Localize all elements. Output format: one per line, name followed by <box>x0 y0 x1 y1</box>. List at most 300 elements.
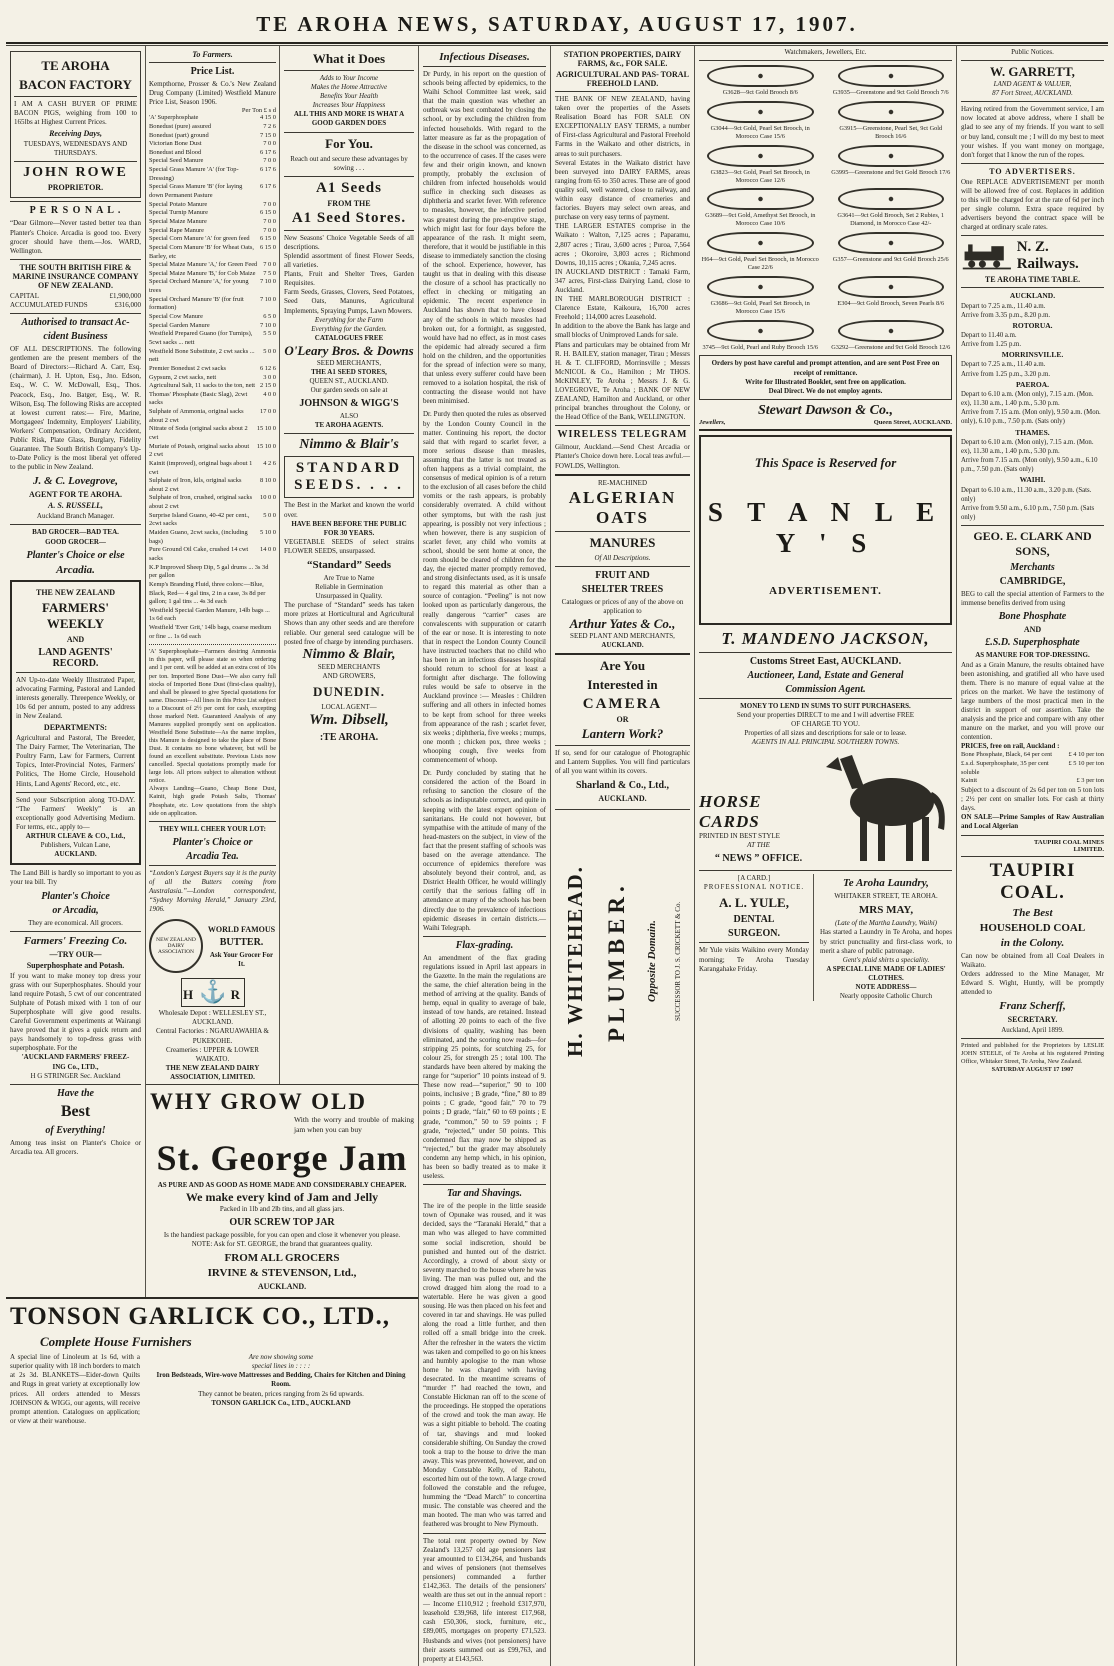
clark-note: Subject to a discount of 2s 6d per ton on 5 ton lots ; 2½ per cent on smaller lots. For cash at thirty days. <box>961 786 1104 813</box>
price-row: Westfield Bone Substitute, 2 cwt sacks ... nett 5 0 0 <box>149 347 276 364</box>
price-row: Sulphate of Ammonia, original sacks about 2 cwt 17 0 0 <box>149 408 276 424</box>
bad-grocer-2: GOOD GROCER— <box>45 537 106 546</box>
jackson-title-2: Commission Agent. <box>785 683 866 695</box>
before-public: HAVE BEEN BEFORE THE PUBLIC FOR 30 YEARS. <box>291 519 407 537</box>
horse-illustration <box>822 747 952 867</box>
infectious-p1: Dr Purdy, in his report on the question of schools being affected by epidemics, to the Waihi School Committee last week, said that the main question was whether an outbreak was best combated by closing the school, or by excluding the children from infected households. With regard to the latter measure as far as the propagation of the disease in the school was concerned, as to the occurrence of cases. If the cases were few and their origin known, and known promptly, probably the exclusion of children from infected households would suffice in checking such diseases as diphtheria and scarlet fever. With reference to measles, however, the infective period was greatest during the pre-eruptive stage, which might last for four days before the appearance of the rash. It might seem, therefore, that it would be justifiable in this disease to immediately sanction the closing of the school. Experience, however, has taught us that in dealing with this disease the closure of a school has practically no effect in checking or mitigating an epidemic. The recent experience in Auckland has shown that to have closed any of the schools in which measles had broken out, for a fortnight, as suggested, would have had no effect, as in most cases the epidemic had already secured a firm hold on the children, and the opportunities for the spread of infection were so many, that unless every sufferer could have been removed to a isolation hospital, the risk of contracting the disease would not have been minimised. <box>423 70 546 406</box>
authorised-line-1: Authorised to transact Ac- <box>21 317 130 329</box>
price-row: Surprise Island Guano, 40-42 per cent., 2cwt sacks 5 0 0 <box>149 511 276 528</box>
money-to-lend: MONEY TO LEND IN SUMS TO SUIT PURCHASERS. <box>740 701 911 710</box>
timetable-row: AUCKLAND. Depart to 7.25 a.m., 11.40 a.m. Arrive from 3.35 p.m., 8.20 p.m. <box>961 291 1056 319</box>
at-the: AT THE <box>747 841 770 850</box>
monogram-h: H <box>183 987 196 1003</box>
scherff-secretary: SECRETARY. <box>1007 1014 1058 1024</box>
a1-body-4: Farm Seeds, Grasses, Clovers, Seed Potatoes, Seed Oats, Manures, Agricultural Implements, Spraying Pumps, Lawn Mowers. <box>284 288 414 315</box>
price-row: Special Maize Manure 'B,' for Cob Maize 7 5 0 <box>149 269 276 277</box>
farmers-weekly-ad <box>10 580 141 866</box>
nimmo-blair-sig: Nimmo & Blair, <box>302 646 396 662</box>
timetable-row: ROTORUA. Depart to 11.40 a.m. Arrive from 1.25 p.m. <box>961 320 1053 349</box>
bullet-3: Unsurpassed in Quality. <box>315 592 383 601</box>
brooch-illustration: G357—Greenstone and 9ct Gold Brooch 25/6 <box>830 232 953 272</box>
locomotive-icon <box>961 241 1013 271</box>
super-column-left <box>6 46 419 1666</box>
garrett-title: LAND AGENT & VALUER, <box>993 80 1072 89</box>
price-row: Westfield 'Ever Grit,' 14lb bags, coarse medium or fine ... 1s 6d each <box>149 624 272 640</box>
jackson-body-1: Send your properties DIRECT to me and I will advertise FREE <box>736 710 915 719</box>
price-row: Bonedust (part) ground 7 15 0 <box>149 131 276 139</box>
price-row: Special Corn Manure 'B' for Wheat Oats, Barley, etc 6 15 0 <box>149 243 276 260</box>
timetable-row: PAEROA. Depart to 6.10 a.m. (Mon only), 7.15 a.m. (Mon. ex), 11.30 a.m., 1.40 p.m., 5.30 p.m. Arrive from 7.15 a.m. (Mon only), 9.50 a.m. (Mon. only), 6.10 p.m., 7.50 p.m. (Sats only) <box>961 379 1101 426</box>
freezing-sec: H G STRINGER Sec. Auckland <box>30 1071 121 1080</box>
advertisement-word: ADVERTISEMENT. <box>769 584 882 597</box>
railways-heading-row <box>961 239 1104 273</box>
capital-row: CAPITAL £1,900,000 <box>10 291 141 300</box>
jackson-body-2: OF CHARGE TO YOU. <box>791 719 860 728</box>
price-row: Special Seed Manure 7 0 0 <box>149 157 276 165</box>
horse-cards-title: HORSE CARDS <box>699 792 762 832</box>
lovegrove-agent: J. & C. Lovegrove, <box>33 475 118 488</box>
are-you: Are You <box>599 658 646 674</box>
dairy-quote: “London's Largest Buyers say it is the purity of all the Butters coming from Australasia.”—London correspondent, “Sydney Morning Herald,” January 23rd, 1906. <box>149 868 276 914</box>
best-line-3: of Everything! <box>45 1124 106 1136</box>
imprint-date: SATURDAY AUGUST 17 1907 <box>991 1066 1074 1074</box>
catalogue-line: Catalogues or prices of any of the above on application to <box>561 597 684 615</box>
anchor-icon: ⚓ <box>199 979 227 1005</box>
world-famous: WORLD FAMOUS <box>207 925 276 935</box>
jackson-address: Customs Street East, AUCKLAND. <box>749 655 902 667</box>
land-bill-tail: They are economical. All grocers. <box>28 918 123 927</box>
bank-p1: THE BANK OF NEW ZEALAND, having taken over the properties of the Assets Realisation Board has FOR SALE ON EXCEPTIONALLY EASY TERMS, a number of First-class Agricultural and Pastoral Freehold Farms in the Waikato and other districts, in areas to suit purchasers. <box>555 95 690 158</box>
arcadia: Arcadia. <box>56 563 95 576</box>
taupiri-coal-title: TAUPIRI COAL. <box>989 859 1076 903</box>
bad-grocer-1: BAD GROCER—BAD TEA. <box>32 528 119 537</box>
butter: BUTTER. <box>219 937 264 949</box>
column-4 <box>419 46 551 1666</box>
column-5 <box>551 46 695 1666</box>
whitehead-name: H. WHITEHEAD. <box>563 865 587 1057</box>
laundry-body: Has started a Laundry in Te Aroha, and hopes by strict punctuality and first-class work, to merit a share of public patronage. <box>820 928 952 955</box>
bank-p2: Several Estates in the Waikato district have been surveyed into DAIRY FARMS, areas ranging from 65 to 350 acres. These are of good quality soil, well watered, close to railway, and within easy distance of creameries and factories. Buyers may select own areas, and purchase on very easy terms of payment. <box>555 158 690 222</box>
standard-seeds-2: “Standard” Seeds <box>306 559 392 571</box>
jackson-agents: AGENTS IN ALL PRINCIPAL SOUTHERN TOWNS. <box>751 738 900 747</box>
stewart-dawson-line: Jewellers, Queen Street, AUCKLAND. <box>699 418 952 426</box>
orders-1: Orders by post have careful and prompt attention, and are sent Post Free on receipt of remittance. <box>711 359 940 377</box>
brooch-illustration: G3044—9ct Gold, Pearl Set Brooch, in Morocco Case 15/6 <box>699 101 822 141</box>
what-it-does-title: What it Does <box>312 51 386 66</box>
price-row: Special Garden Manure 7 10 0 <box>149 321 276 329</box>
oats: OATS <box>595 507 650 527</box>
price-row: Westfield Special Garden Manure, 14lb bags ... 1s 6d each <box>149 606 270 623</box>
infectious-title: Infectious Diseases. <box>439 51 530 63</box>
orders-2: Write for Illustrated Booklet, sent free on application. <box>745 377 906 386</box>
packed: Packed in 1lb and 2lb tins, and all glass jars. <box>219 1204 345 1213</box>
column-6 <box>695 46 957 1666</box>
yule-name: A. L. YULE, <box>719 895 789 911</box>
taupiri-body-1: Can now be obtained from all Coal Dealers in Waikato. <box>961 951 1104 969</box>
from-the: FROM THE <box>327 198 371 208</box>
reserved-line: This Space is Reserved for <box>754 454 897 470</box>
brooch-illustration: G3686—9ct Gold, Pearl Set Brooch, in Morocco Case 15/6 <box>699 276 822 316</box>
camera-body: If so, send for our catalogue of Photographic and Lantern Supplies. You will find particulars of all you want within its covers. <box>555 749 690 776</box>
fruit-and: FRUIT AND <box>595 569 650 581</box>
ad-body: I AM A CASH BUYER OF PRIME BACON PIGS, weighing from 100 to 165lbs at Highest Current Prices. <box>14 100 137 127</box>
price-row: Special Potato Manure 7 0 0 <box>149 200 276 208</box>
price-row: Sulphate of Iron, kils, original sacks about 2 cwt 8 10 0 <box>149 477 276 493</box>
a1-italic-1: Everything for the Farm <box>314 315 384 324</box>
weekly-and: AND <box>66 634 85 644</box>
timetable-subtitle: TE AROHA TIME TABLE. <box>984 275 1081 285</box>
cheer-line-1: THEY WILL CHEER YOUR LOT: <box>159 824 266 833</box>
every-kind: We make every kind of Jam and Jelly <box>185 1189 379 1204</box>
weekly-pre: THE NEW ZEALAND <box>36 587 115 597</box>
bullet-1: Are True to Name <box>323 574 375 582</box>
local-agent: LOCAL AGENT— <box>321 702 377 711</box>
laundry-ad <box>820 874 952 1001</box>
st-george-jam-ad <box>146 1084 418 1297</box>
cheer-line-3: Arcadia Tea. <box>186 850 239 862</box>
clark-body-1: BEG to call the special attention of Farmers to the immense benefits derived from using <box>961 590 1104 608</box>
bank-p3: THE LARGER ESTATES comprise in the Waikato : Walton, 7,125 acres ; Paparamu, 2,807 acres ; Tirau, 3,600 acres ; Puroa, 7,564 acres ; Okoroire, 3,803 acres ; Richmond Downs, 10,115 acres ; Okauia, 7,245 acres. <box>555 222 690 267</box>
publisher-address: Publishers, Vulcan Lane, <box>40 841 111 850</box>
laundry-late: (Late of the Martha Laundry, Waihi) <box>834 919 938 928</box>
column-3 <box>280 46 418 1084</box>
lsd-superphosphate: £.S.D. Superphosphate <box>985 637 1080 649</box>
oleary-firm: O'Leary Bros. & Downs <box>284 342 414 358</box>
timetable-row: MORRINSVILLE. Depart to 7.25 a.m., 11.40 a.m. Arrive from 1.25 p.m., 3.20 p.m. <box>961 350 1064 378</box>
stanley-reserved-box <box>699 435 952 625</box>
mandeno-jackson-name: T. MANDENO JACKSON, <box>721 628 930 648</box>
days: TUESDAYS, WEDNESDAYS AND THURSDAYS. <box>23 140 128 158</box>
professional-notice: PROFESSIONAL NOTICE. <box>703 883 805 892</box>
cheer-line-2: Planter's Choice or <box>172 836 253 848</box>
column-7 <box>957 46 1108 1666</box>
clark-price-list <box>961 751 1104 786</box>
personal-title: P E R S O N A L . <box>29 205 122 217</box>
yule-title-1: DENTAL <box>733 914 775 926</box>
price-list-intro: Kempthorne, Prosser & Co.'s New Zealand Drug Company (Limited) Westfield Manure Price List, Season 1906. <box>149 80 276 107</box>
from-all-grocers: FROM ALL GROCERS <box>224 1252 340 1265</box>
brooch-illustration: E304—9ct Gold Brooch, Seven Pearls 8/6 <box>830 276 953 316</box>
proprietor-name: JOHN ROWE <box>23 165 128 181</box>
st-george-jam-title: St. George Jam <box>156 1137 408 1178</box>
algerian: ALGERIAN <box>568 487 677 507</box>
manager-line: Auckland Branch Manager. <box>36 512 115 521</box>
always-landing: Always Landing—Guano, Cheap Bone Dust, Kainit, high grade Potash Salts, Thomas' Phosphate, etc. Low quotations from the ship's side on application. <box>149 785 276 817</box>
a1-seed-stores: A1 Seed Stores. <box>291 209 407 226</box>
price-row: Maiden Guano, 2cwt sacks, (including bags) 5 10 0 <box>149 529 276 545</box>
bullet-2: Reliable in Germination <box>315 583 383 592</box>
a1-seeds: A1 Seeds <box>316 179 382 196</box>
oleary-line-3: QUEEN ST., AUCKLAND. <box>309 377 389 386</box>
timetable <box>961 291 1104 522</box>
yates-line: SEED PLANT AND MERCHANTS, <box>570 632 675 641</box>
camera-word: CAMERA <box>582 696 663 713</box>
price-row: 'A' Superphosphate 4 15 0 <box>149 114 276 122</box>
stewart-dawson: Stewart Dawson & Co., <box>758 402 893 418</box>
tonson-name: TONSON GARLICK CO., LTD., <box>10 1303 390 1331</box>
personal-body: “Dear Gilmore—Never tasted better tea than Planter's Choice. Arcadia is good too. Every grocer should have them.—Jos. WARD, Wellington. <box>10 219 141 255</box>
laundry-special-1: A SPECIAL LINE MADE OF LADIES' <box>826 964 946 973</box>
imprint: Printed and published for the Proprietors by LESLIE JOHN STEELE, of Te Aroha at his registered Printing Office, Whitaker Street, Te Aroha, New Zealand. <box>961 1042 1104 1066</box>
sharland: Sharland & Co., Ltd., <box>575 779 670 791</box>
weekly-title: FARMERS' WEEKLY <box>42 599 109 631</box>
seeds-word: SEEDS. . . . <box>294 477 404 494</box>
horse-cards-line: PRINTED IN BEST STYLE <box>699 832 780 841</box>
or-word: OR <box>616 715 629 725</box>
taupiri-body-2: Orders addressed to the Mine Manager, Mr Edward S. Wight, Huntly, will be promptly attended to <box>961 969 1104 996</box>
brooch-illustration: G3995—Greenstone and 9ct Gold Brooch 17/6 <box>830 145 953 185</box>
ask-grocer: Ask Your Grocer For It. <box>209 951 274 969</box>
what-line-1: Adds to Your Income <box>319 74 379 82</box>
clark-name-1: GEO. E. CLARK AND <box>973 529 1092 544</box>
brooch-illustration: G3641—9ct Gold Brooch, Set 2 Rubies, 1 Diamond, in Morocco Case 42/- <box>830 188 953 228</box>
laundry-note: NOTE ADDRESS— <box>855 983 917 991</box>
catalogues-free: CATALOGUES FREE <box>314 333 384 342</box>
clark-name-2: SONS, <box>1015 544 1050 559</box>
brooch-illustration: H64—9ct Gold, Pearl Set Brooch, in Morocco Case 22/6 <box>699 232 822 272</box>
creameries: Creameries : UPPER & LOWER WAIKATO. <box>166 1045 259 1063</box>
nimmo-best: The Best in the Market and known the world over. <box>284 501 414 519</box>
johnson-wigg: JOHNSON & WIGG'S <box>299 398 399 410</box>
merchants-2: AND GROWERS, <box>322 671 376 680</box>
price-row: Special Rape Manure 7 0 0 <box>149 226 276 234</box>
laundry-address: Nearly opposite Catholic Church <box>839 992 933 1001</box>
re-machined: RE-MACHINED <box>598 478 647 487</box>
a1-body-3: Plants, Fruit and Shelter Trees, Garden Requisites. <box>284 270 414 288</box>
price-row: Special Grass Manure 'A' (for Top-Dressing) 6 17 6 <box>149 166 276 182</box>
hr-anchor-monogram <box>181 978 245 1007</box>
tar-body: The ire of the people in the little seaside town of Opunake was roused, and it was decided, says the “Taranaki Herald,” that a man who was alleged to have committed some social indiscretion, should be punished and hunted out of the district. Accordingly, a crowd of about sixty or seventy marched to the house where he was living. The man was pulled out, and the crowd dragged him along the road to a watertable. Here he was given a good sousing. He was then placed on his feet and covered in tar and shavings. He was pulled along the road a little further, and then rolled off a small bridge into the creek. After the refresher in the waters the victim was taken and compelled to go on his knees and humbly apologise to the man whose home he was charged with having desecrated. In the meantime screams of “murder !” had reached the town, and Constable Hickman ran off to the scene of the proceedings. He stopped the operations of the crowd and took the man away. He was a sight pitiable to behold. The coating of tar, shavings and mud looked considerable shifting. On Sunday the crowd took a trap to the house to drive the man away. This was prevented, however, and on Monday Constable Kelly, of Rahotu, escorted him out of the town. A large crowd followed the constable and the refugee, humming the “Dead March” to concertina music. The constable was cheered and the man hooted. The man who was tarred and feathered was brought to New Plymouth. <box>423 1202 546 1529</box>
as-manure: AS MANURE FOR TOP-DRESSING. <box>975 651 1090 660</box>
taupiri-best: The Best <box>1012 906 1053 919</box>
news-office: “ NEWS ” OFFICE. <box>714 853 803 865</box>
public-notices-header: Public Notices. <box>1011 48 1054 56</box>
price-row: Special Maize Manure 'A,' for Green Feed 7 0 0 <box>149 261 276 269</box>
a1-body-1: New Seasons' Choice Vegetable Seeds of all descriptions. <box>284 233 414 251</box>
orders-3: Deal Direct. We do not employ agents. <box>768 386 883 395</box>
merchants-1: SEED MERCHANTS <box>317 662 381 671</box>
nz-railways-title: N. Z. Railways. <box>1016 239 1079 273</box>
oleary-line-4: Our garden seeds on sale at <box>310 386 388 395</box>
clark-price-row: Bone Phosphate, Black, 64 per cent £ 4 10 per ton <box>961 751 1104 759</box>
infectious-p2: Dr. Purdy then quoted the rules as observed by the London County Council in the matter. Continuing his report, the doctor said that with regard to scarlet fever, a more serious disease than measles, assuming that the latter is not treated as often happens as a trivial complaint, the consensus of medical opinion is of a return to the exclusion of all cases before the child vomits or the rash appears, is probably considerably overrated. A child without other symptoms, but with the rash just appearing, is possibly not very infectious ; when however, there is any suspicion of scarlet fever, any child who vomits at school, should be sent home at once, the room should be cleared of children for the day, the ejected matter promptly removed, and strong disinfectants used, as it is unsafe to regard this material as other than a source of contagion. “Peeling” is not now looked upon as particularly dangerous, the really dangerous “carrier” cases are convalescents with suppuration or catarrh of the ear or nose. It is interesting to note that in respect the London County Council have instructed teachers that no child who has been in an infectious diseases hospital should return to school for at least a fortnight after discharge. The following rules would be safe to observe in the Auckland province :— Measles : Children suffering and all others in infected homes to be kept from school for three weeks from appearance of the rash ; scarlet fever, six weeks ; diphtheria, five weeks ; mumps, one month ; chicken pox, three weeks ; whooping cough, five weeks from commencement of whoop. <box>423 410 546 765</box>
monogram-r: R <box>230 987 242 1003</box>
price-row: Sulphate of Iron, crushed, original sacks about 2 cwt 10 0 0 <box>149 494 276 511</box>
tonson-mid-1: Are now showing some <box>248 1353 314 1362</box>
wireless-body: Gilmour, Auckland.—Send Chest Arcadia or Planter's Choice down here. Local teas awful.—FOWLDS, Wellington. <box>555 443 690 470</box>
price-row: Muriate of Potash, original sacks about 2 cwt 15 10 0 <box>149 442 276 459</box>
orders-box <box>699 355 952 399</box>
taupiri-household: HOUSEHOLD COAL <box>979 921 1086 934</box>
bone-phosphate: Bone Phosphate <box>998 611 1067 623</box>
price-row: Victorian Bone Dust 7 0 0 <box>149 140 276 148</box>
jar-body: Is the handiest package possible, for you can open and close it whenever you please. <box>163 1230 401 1239</box>
pensions-paragraph: The total rent property owned by New Zealand's 13,257 old age pensioners last year amounted to £134,264, and 'husbands and wives of pensioners (not themselves pensioners) commanded a further £142,363. The details of the pensioners' wealth are thus set out in the annual report :— Income £110,912 ; freehold £317,970, leasehold £39,968, life interest £17,968, cash £50,306, stock, furniture, etc., £89,005, mortgages on property £71,523. Husbands and wives (not pensioners) have their assets summed out as £99,763, and property at £143,563. <box>423 1536 546 1663</box>
bank-p6: In addition to the above the Bank has large and small blocks of Unimproved Lands for sale. <box>555 322 690 340</box>
mrs-may: MRS MAY, <box>858 904 914 917</box>
clark-body-2: And as a Grain Manure, the results obtained have been astonishing, and gratified all who have used them. There is no manure of equal value at the prices on the market. We have the testimony of large numbers of the most practical men in the district in support of our assertion. Take the analysis and the price and compare with any other manure on the market, and you will prove our contention. <box>961 660 1104 742</box>
freezing-co: 'AUCKLAND FARMERS' FREEZ- <box>21 1053 130 1062</box>
scherff-date: Auckland, April 1899. <box>1001 1025 1064 1034</box>
laundry-street: WHITAKER STREET, TE AROHA. <box>834 892 938 901</box>
brooch-illustration: G3823—9ct Gold, Pearl Set Brooch, in Morocco Case 12/6 <box>699 145 822 185</box>
price-row: K.P Improved Sheep Dip, 5 gal drums ... 3s 3d per gallon <box>149 563 269 580</box>
price-row: Westfield Prepared Guano (for Turnips), 5cwt sacks ... nett 5 5 0 <box>149 330 276 346</box>
clark-city: CAMBRIDGE, <box>999 576 1066 588</box>
price-list-title: Price List. <box>190 66 235 77</box>
bank-p5: IN THE MARLBOROUGH DISTRICT : Clarence Estate, Kaikoura, 16,700 acres Freehold ; 114,000 acres Leasehold. <box>555 295 690 322</box>
oleary-line-2: THE A1 SEED STORES, <box>311 367 387 376</box>
whitehead-plumber-ad <box>555 809 690 1109</box>
clark-and: AND <box>1023 625 1042 635</box>
arthur-yates: Arthur Yates & Co., <box>569 616 676 632</box>
ad-title: TE AROHA <box>41 58 110 73</box>
dairy-signature: THE NEW ZEALAND DAIRY ASSOCIATION, LIMITED. <box>165 1063 260 1081</box>
why-grow-old: WHY GROW OLD <box>150 1088 367 1114</box>
yule-body: Mr Yule visits Waikino every Monday morning; Te Aroha Tuesday Karangahake Friday. <box>699 946 809 973</box>
veg-flower: VEGETABLE SEEDS of select strains FLOWER SEEDS, unsurpassed. <box>284 537 414 555</box>
taupiri-colony: in the Colony. <box>1000 936 1065 949</box>
wm-dibsell: Wm. Dibsell, <box>309 712 389 729</box>
tonson-garlick-ad <box>6 1297 418 1430</box>
price-row: Premier Bonedust 2 cwt sacks 6 12 6 <box>149 364 276 372</box>
what-line-3: Benefits Your Health <box>319 92 379 101</box>
brooch-illustration: 3745—9ct Gold, Pearl and Ruby Brooch 15/6 <box>699 320 822 352</box>
flax-body: An amendment of the flax grading regulations issued in April last appears in the Gazette. In the main the regulations are the same, the chief alteration being in the method of arriving at the quality. Bands of hemp, equal in quality to average of bale, instead of tow hands, are retained. Instead of allotting 20 points to each of the five divisions of quality, washing has been eliminated, and the scoring now reads—for stripping 25 points, for scutching 25, for colour 25, for strength 25 ; total 100. The standards have been altered by making the range for “superior” 10 points instead of 9. These now read—“superior,” 90 to 100 points, inclusive ; B grade, “fine,” 80 to 89 points ; C grade, “good fair,” 70 to 79 points ; D grade, “fair,” 60 to 69 points ; E grade, “common,” 50 to 59 points ; F grade, “rejected,” under 50 points. This condemned flax may now be shipped as “rejected,” but the grader may absolutely condemn any hemp which, in his opinion, has been so badly treated as to make it useless. <box>423 953 546 1181</box>
clark-on-sale: ON SALE—Prime Samples of Raw Australian and Local Algerian <box>961 813 1104 831</box>
why-body: With the worry and trouble of making jam when you can buy <box>294 1114 414 1134</box>
proprietor-role: PROPRIETOR. <box>47 183 104 193</box>
freezing-try: —TRY OUR— <box>49 949 102 959</box>
wireless-title: WIRELESS TELEGRAM <box>557 429 688 441</box>
best-line-2: Best <box>60 1102 91 1120</box>
what-line-4: Increases Your Happiness <box>312 101 386 110</box>
price-row: Pure Ground Oil Cake, crushed 14 cwt sacks 14 0 0 <box>149 546 276 562</box>
standard-seeds-box <box>284 456 414 498</box>
price-row: Special Grass Manure 'B' (for laying down Permanent Pasture 6 17 6 <box>149 183 276 200</box>
to-advertisers-title: TO ADVERTISERS. <box>989 166 1076 176</box>
receiving-days: Receiving Days, <box>49 129 102 139</box>
dibsell-place: :TE AROHA. <box>319 732 379 744</box>
timetable-row: THAMES. Depart to 6.10 a.m. (Mon only), 7.15 a.m. (Mon. ex), 11.30 a.m., 1.40 p.m., 5.30 p.m. Arrive from 7.15 a.m. (Mon only), 9.50 a.m., 6.10 p.m., 7.50 p.m. (Sats only) <box>961 427 1098 474</box>
clark-price-row: £.s.d. Superphosphate, 35 per cent soluble £ 5 10 per ton <box>961 760 1104 776</box>
a1-body-2: Splendid assortment of finest Flower Seeds, all varieties. <box>284 251 414 270</box>
jackson-title-1: Auctioneer, Land, Estate and General <box>747 669 904 681</box>
brooch-illustration: G3935—Greenstone and 9ct Gold Brooch 7/6 <box>830 65 953 97</box>
infectious-p3: Dr. Purdy concluded by stating that he considered the action of the Board in refusing to sanction the closure of the schools as indisputable correct, and quite in keeping with the latest expert opinion of sanitarians. He could not however, but sympathise with the attitude of many of the head-masters on the subject, in view of the fact that the present staffing of schools was based on the average attendance. The occurrence of epidemics therefore was absolutely beyond their control, and, as District Health Officer, he would willingly certify that the serious falling off in attendance at many of the schools has been directly due to the prevalence of infectious epidemic diseases in certain districts.— Waihi Telegraph. <box>423 769 546 932</box>
south-british-title: THE SOUTH BRITISH FIRE & MARINE INSURANCE COMPANY OF NEW ZEALAND. <box>12 262 139 290</box>
price-row: Thomas' Phosphate (Basic Slag), 2cwt sacks 4 0 0 <box>149 390 276 407</box>
tar-title: Tar and Shavings. <box>447 1188 522 1200</box>
manures: MANURES <box>589 534 656 550</box>
nimmo-body-2: The purchase of “Standard” seeds has taken more prizes at Horticultural and Agricultural Shows than any other seeds and are therefore reliable. Our general seed catalogue will be posted free of charge by intending purchasers. <box>284 601 414 646</box>
flax-title: Flax-grading. <box>455 939 514 951</box>
opposite-domain: Opposite Domain. <box>646 920 658 1002</box>
as-pure: AS PURE AND AS GOOD AS HOME MADE AND CONSIDERABLY CHEAPER. <box>157 1180 407 1189</box>
publisher: ARTHUR CLEAVE & CO., Ltd., <box>25 832 126 841</box>
best-body: Among teas insist on Planter's Choice or Arcadia tea. All grocers. <box>10 1138 141 1156</box>
nz-dairy-association-logo: NEW ZEALAND DAIRY ASSOCIATION <box>149 919 203 973</box>
tonson-mid-2: special lines in : : : : <box>251 1362 311 1371</box>
for-you-body: Reach out and secure these advantages by sowing . . . <box>290 154 408 172</box>
a-card: [A CARD.] <box>737 874 771 883</box>
bank-title-2: AGRICULTURAL AND PAS- TORAL FREEHOLD LAND. <box>556 70 689 88</box>
manager-name: A. S. RUSSELL, <box>48 501 103 511</box>
columns-wrapper <box>6 45 1108 1666</box>
freezing-body: If you want to make money top dress your grass with our Superphosphates. Should your land require Potash, 5 cwt of our concentrated Sulphate of Potash mixed with 1 ton of our Superphosphate will give good results. Careful Government experiments at Wairangi have proved that it gives a quick return and pays handsomely to top-dress grass with superphosphate. For the <box>10 971 141 1053</box>
funds-row: ACCUMULATED FUNDS £316,000 <box>10 300 141 309</box>
brooch-gallery <box>699 65 952 351</box>
to-farmers: To Farmers. <box>192 50 233 59</box>
planters-choice: Planter's Choice or else <box>26 549 125 561</box>
successor-line: SUCCESSOR TO J. S. CRICKETT & Co. <box>674 901 682 1021</box>
yates-city: AUCKLAND. <box>601 641 644 650</box>
price-row: Special Corn Manure 'A' for green feed 6 15 0 <box>149 235 276 243</box>
dunedin: DUNEDIN. <box>313 683 385 699</box>
laundry-special-2: CLOTHES. <box>868 973 904 982</box>
brooch-illustration: G3628—9ct Gold Brooch 8/6 <box>699 65 822 97</box>
tonson-left-copy: A special line of Linoleum at 1s 6d, with a superior quality with 18 inch borders to match at 2s 3d. BLANKETS—Eider-down Quilts and Rugs in great variety at exceptionally low prices. All orders attended to Messrs JOHNSON & WIGG, our agents, will receive prompt attention. Catalogues on application; or view at their warehouse. <box>10 1353 140 1425</box>
timetable-row: WAIHI. Depart to 6.10 a.m., 11.30 a.m., 3.20 p.m. (Sats. only) Arrive from 9.50 a.m., 6.10 p.m., 7.50 p.m. (Sats only) <box>961 475 1095 522</box>
taupiri-mines-line-2: LIMITED. <box>1073 845 1104 853</box>
departments-body: Agricultural and Pastoral, The Breeder, The Dairy Farmer, The Veterinarian, The Poultry Farm, Law for Farmers, Current Topics, Inter-Provincial Notes, Farmers' Politics, The Home Circle, Household Hints, Land Agents' Record, etc., etc. <box>16 734 135 788</box>
brooch-illustration: G3915—Greenstone, Pearl Set, 9ct Gold Brooch 16/6 <box>830 101 953 141</box>
nimmo-blair-firm: Nimmo & Blair's <box>299 437 399 453</box>
departments-title: DEPARTMENTS: <box>43 723 108 733</box>
garrett-address: 87 Fort Street, AUCKLAND. <box>992 89 1073 98</box>
of-all-descriptions: Of All Descriptions. <box>594 553 651 562</box>
best-line-1: Have the <box>57 1087 94 1099</box>
bacon-factory-ad <box>10 51 141 198</box>
jewellers-header: Watchmakers, Jewellers, Etc. <box>784 48 867 56</box>
wholesale-depot: Wholesale Depot : WELLESLEY ST., AUCKLAND. <box>158 1009 267 1027</box>
clark-prices-title: PRICES, free on rail, Auckland : <box>961 742 1060 751</box>
publisher-city: AUCKLAND. <box>54 850 97 859</box>
ad-title-2: BACON FACTORY <box>19 77 132 92</box>
price-row: Agricultural Salt, 11 sacks to the ton, nett 2 15 0 <box>149 382 276 390</box>
bank-p7: Plans and particulars may be obtained from Mr R. H. BAILEY, station manager, Tirau ; Messrs H. & T. CLIFFORD, Morrinsville ; Messrs McNICOL & Co., Hamilton ; Mr THOS. McKINLEY, Te Aroha ; Messrs J. & G. LOVEGROVE, Te Aroha ; BANK OF NEW ZEALAND, Hamilton and Auckland, or other principal branches throughout the Colony, or the Head Office of the Bank, WELLINGTON. <box>555 340 690 422</box>
jackson-body-3: Properties of all sizes and descriptions for sale or to lease. <box>744 729 907 738</box>
laundry-spec: Gent's plaid shirts a speciality. <box>842 955 930 964</box>
also: ALSO <box>339 412 359 421</box>
masthead-title: TE AROHA NEWS, SATURDAY, AUGUST 17, 1907. <box>6 4 1108 44</box>
yule-title-2: SURGEON. <box>728 928 780 940</box>
price-list-footnotes: 'A' Superphosphate—Farmers desiring Ammonia in this paper, will please state so when ordering and 1 per cent. will be added at an extra cost of 10s per ton. Imported Bone Dust—We also carry full stocks of Imported Bone Dust (first-class quality), and shall be pleased to give Special quotations for same. Discount—All lines in this Price List subject to a Discount of 2½ per cent for cash, excepting those marked Nett. Guaranteed Analysis of any Manures supplied promptly sent on application. Westfield Bone Substitute—As the name implies, this Manure is designed to take the place of Bone Dust. It contains no bone whatever, but will be found an excellent substitute. Previous Lists now cancelled. Special quotations promptly made for large lots. All prices subject to alteration without notice. <box>149 648 276 785</box>
weekly-title-2: LAND AGENTS' RECORD. <box>38 646 113 669</box>
freezing-sub: Superphosphate and Potash. <box>26 960 125 970</box>
brooch-illustration: G3689—9ct Gold, Amethyst Set Brooch, in Morocco Case 10/6 <box>699 188 822 228</box>
land-bill-brand: Planter's Choice <box>41 890 110 902</box>
franz-scherff: Franz Scherff, <box>999 999 1066 1012</box>
laundry-title: Te Aroha Laundry, <box>843 877 929 890</box>
sharland-city: AUCKLAND. <box>598 793 647 803</box>
clark-merchants: Merchants <box>1010 562 1055 574</box>
manure-price-list <box>149 114 276 641</box>
tonson-sub: Complete House Furnishers <box>40 1334 192 1350</box>
authorised-line-2: cident Business <box>43 331 108 343</box>
price-row: Special Orchard Manure 'B' (for fruit formation) 7 10 0 <box>149 295 276 312</box>
price-row: Special Cow Manure 6 5 0 <box>149 313 276 321</box>
irvine-city: AUCKLAND. <box>257 1282 307 1292</box>
tonson-items: Iron Bedsteads, Wire-wove Mattresses and Bedding, Chairs for Kitchen and Dining Room. <box>156 1371 406 1389</box>
clark-price-row: Kainit £ 3 per ton <box>961 777 1104 785</box>
column-2 <box>146 46 280 1084</box>
irvine-stevenson: IRVINE & STEVENSON, Ltd., <box>207 1267 357 1280</box>
tonson-note: They cannot be beaten, prices ranging from 2s 6d upwards. <box>198 1389 364 1398</box>
price-row: Bonedust and Blood 6 17 6 <box>149 148 276 156</box>
garrett-name: W. GARRETT, <box>990 64 1075 80</box>
jam-note: NOTE: Ask for ST. GEORGE, the brand that guarantees quality. <box>191 1240 373 1249</box>
